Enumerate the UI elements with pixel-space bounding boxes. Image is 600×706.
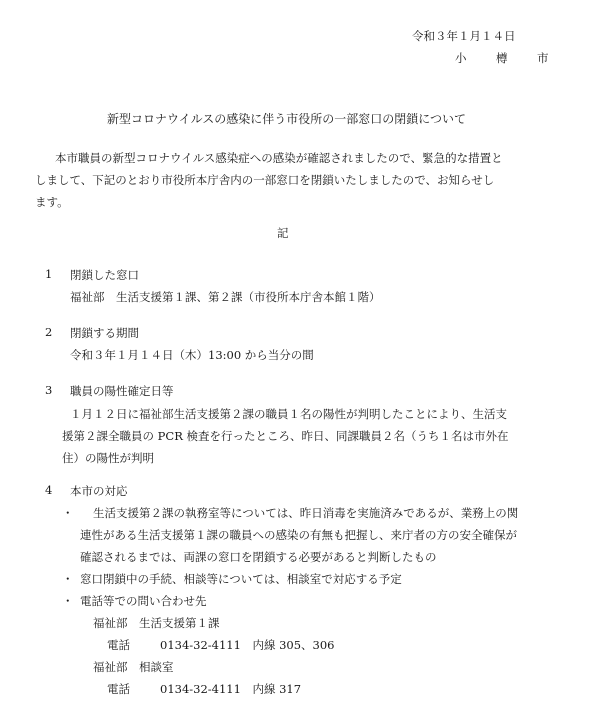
section-3-line-1: １月１２日に福祉部生活支援第２課の職員１名の陽性が判明したことにより、生活支	[70, 407, 507, 421]
intro-line-2: しまして、下記のとおり市役所本庁舎内の一部窓口を閉鎖いたしましたので、お知らせし	[35, 173, 495, 187]
section-3-heading: 職員の陽性確定日等	[70, 384, 174, 398]
issuer-name: 小 樽 市	[455, 51, 558, 65]
intro-line-3: ます。	[35, 195, 69, 209]
intro-line-1: 本市職員の新型コロナウイルス感染症への感染が確認されましたので、緊急的な措置と	[55, 151, 503, 165]
contact-1-dept: 福祉部 生活支援第１課	[93, 616, 220, 630]
section-1-heading: 閉鎖した窓口	[70, 268, 139, 282]
ki-marker: 記	[277, 226, 289, 240]
contact-1-phone-label: 電話	[107, 638, 130, 652]
section-3-line-2: 援第２課全職員の PCR 検査を行ったところ、昨日、同課職員２名（うち１名は市外在	[62, 429, 509, 443]
section-1-number: 1	[45, 267, 53, 281]
contact-2-phone-label: 電話	[107, 682, 130, 696]
bullet-3: ・	[62, 594, 74, 608]
section-4-item-1-line-1: 生活支援第２課の執務室等については、昨日消毒を実施済みであるが、業務上の関	[93, 506, 519, 520]
section-1-body: 福祉部 生活支援第１課、第２課（市役所本庁舎本館１階）	[70, 290, 381, 304]
section-3-line-3: 住）の陽性が判明	[62, 451, 154, 465]
section-4-item-2: 窓口閉鎖中の手続、相談等については、相談室で対応する予定	[80, 572, 402, 586]
section-4-number: 4	[45, 483, 53, 497]
issue-date: 令和３年１月１４日	[412, 29, 516, 43]
section-4-heading: 本市の対応	[70, 484, 128, 498]
bullet-2: ・	[62, 572, 74, 586]
section-2-number: 2	[45, 325, 53, 339]
section-2-heading: 閉鎖する期間	[70, 326, 139, 340]
bullet-1: ・	[62, 506, 74, 520]
section-4-item-1-line-2: 連性がある生活支援第１課の職員への感染の有無も把握し、来庁者の方の安全確保が	[80, 528, 517, 542]
contact-2-dept: 福祉部 相談室	[93, 660, 174, 674]
document-title: 新型コロナウイルスの感染に伴う市役所の一部窓口の閉鎖について	[107, 112, 467, 126]
section-4-item-1-line-3: 確認されるまでは、両課の窓口を閉鎖する必要があると判断したもの	[80, 550, 437, 564]
contact-1-phone: 0134-32-4111 内線 305、306	[160, 638, 335, 652]
section-2-body: 令和３年１月１４日（木）13:00 から当分の間	[70, 348, 314, 362]
contact-2-phone: 0134-32-4111 内線 317	[160, 682, 302, 696]
section-4-item-3: 電話等での問い合わせ先	[80, 594, 207, 608]
section-3-number: 3	[45, 383, 53, 397]
